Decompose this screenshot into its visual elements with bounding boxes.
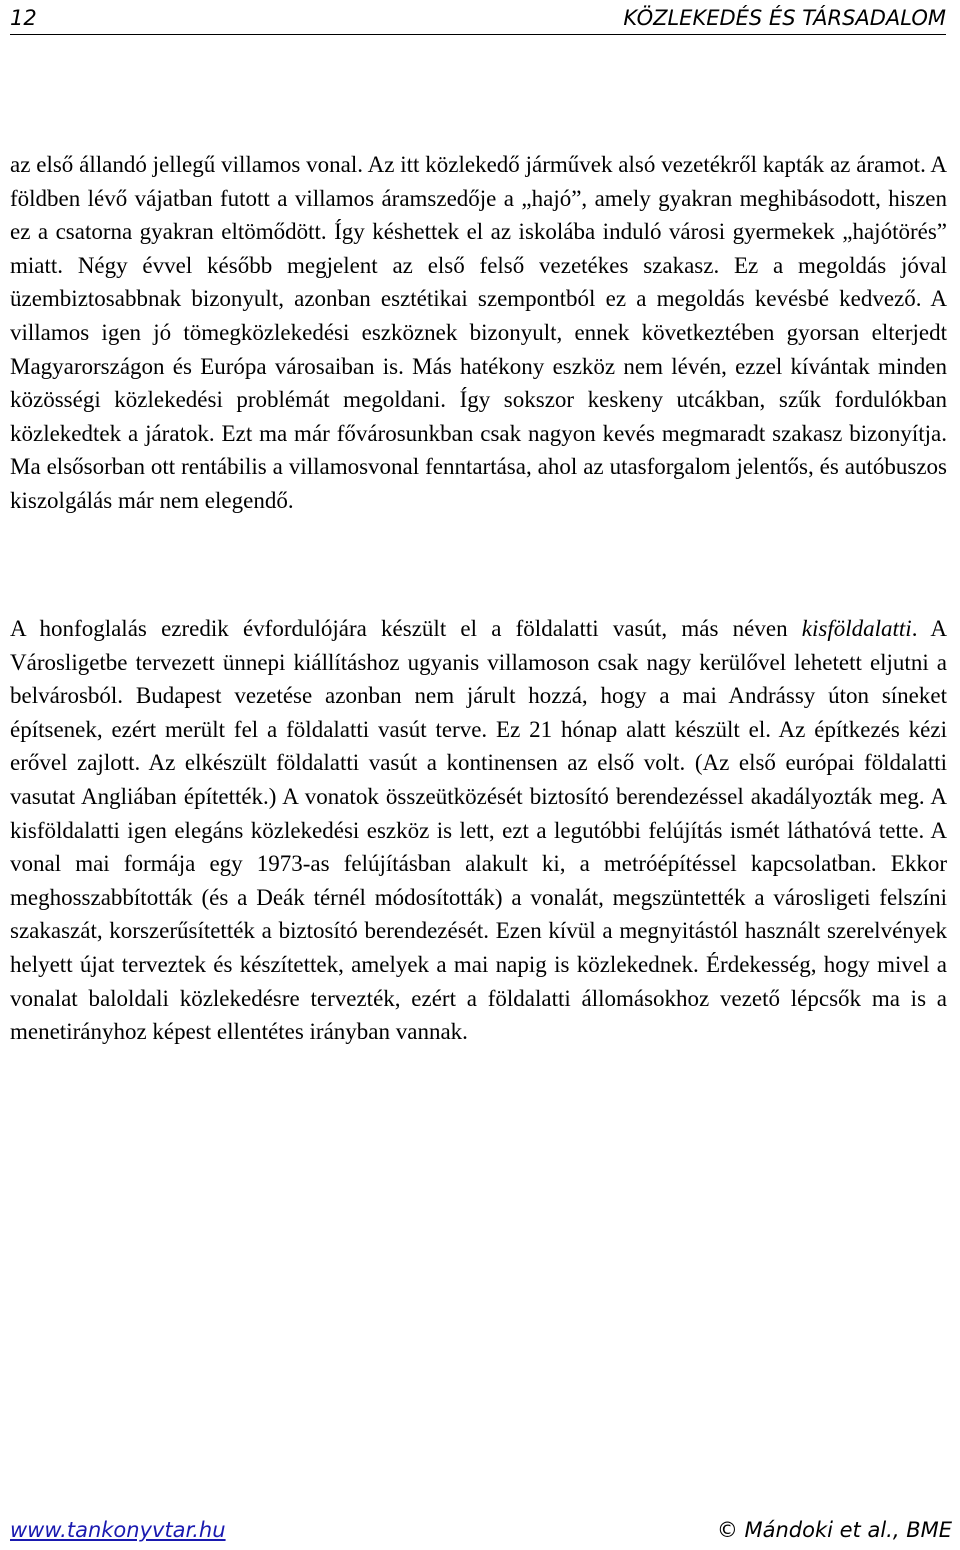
paragraph-2-rest: . A Városligetbe tervezett ünnepi kiállításhoz ugyanis villamoson csak nagy kerülővel lehetett eljutni a belvárosból. Budapest vezetése azonban nem járult hozzá, hogy a mai Andrássy úton síneket építsenek, ezért merült fel a földalatti vasút terve. Ez 21 hónap alatt készült el. Az építkezés kézi erővel zajlott. Az elkészült földalatti vasút a kontinensen az első volt. (Az első európai földalatti vasutat Angliában építették.) A vonatok összeütközését biztosító berendezéssel akadályozták meg. A kisföldalatti igen elegáns közlekedési eszköz is lett, ezt a legutóbbi felújítás ismét láthatóvá tette. A vonal mai formája egy 1973-as felújításban alakult ki, a metróépítéssel kapcsolatban. Ekkor meghosszabbították (és a Deák térnél módosították) a vonalát, megszüntették a városligeti felszíni szakaszát, korszerűsítették a biztosító berendezését. Ezen kívül a megnyitástól használt szerelvények helyett újat terveztek és készítettek, amelyek a mai napig is közlekednek. Érdekesség, hogy mivel a vonalat baloldali közlekedésre tervezték, ezért a földalatti állomásokhoz vezető lépcsők ma is a menetirányhoz képest ellentétes irányban vannak.: [10, 616, 947, 1045]
paragraph-1: az első állandó jellegű villamos vonal. Az itt közlekedő járművek alsó vezetékről kapták az áramot. A földben lévő vájatban futott a villamos áramszedője a „hajó”, amely gyakran meghibásodott, hiszen ez a csatorna gyakran eltömődött. Így késhettek el az iskolába induló városi gyermekek „hajótörés” miatt. Négy évvel később megjelent az első felső vezetékes szakasz. Ez a megoldás jóval üzembiztosabbnak bizonyult, azonban esztétikai szempontból ez a megoldás kevésbé kedvező. A villamos igen jó tömegközlekedési eszköznek bizonyult, ennek következtében gyorsan elterjedt Magyarországon és Európa városaiban is. Más hatékony eszköz nem lévén, ezzel kívántak minden közösségi közlekedési problémát megoldani. Így sokszor keskeny utcákban, szűk fordulókban közlekedtek a járatok. Ezt ma már fővárosunkban csak nagyon kevés megmaradt szakasz bizonyítja. Ma elsősorban ott rentábilis a villamosvonal fenntartása, ahol az utasforgalom jelentős, és autóbuszos kiszolgálás már nem elegendő.: [10, 152, 947, 513]
paragraph-2: [10, 612, 947, 1049]
page-header: [10, 4, 946, 35]
website-link[interactable]: www.tankonyvtar.hu: [10, 1518, 226, 1542]
copyright-credit: © Mándoki et al., BME: [716, 1518, 952, 1542]
paragraph-2-start: A honfoglalás ezredik évfordulójára készült el a földalatti vasút, más néven: [10, 616, 802, 641]
running-title: KÖZLEKEDÉS ÉS TÁRSADALOM: [623, 6, 946, 30]
paragraph-2-italic-term: kisföldalatti: [801, 616, 912, 641]
page-footer: [10, 1516, 952, 1546]
page-number: 12: [10, 6, 37, 30]
